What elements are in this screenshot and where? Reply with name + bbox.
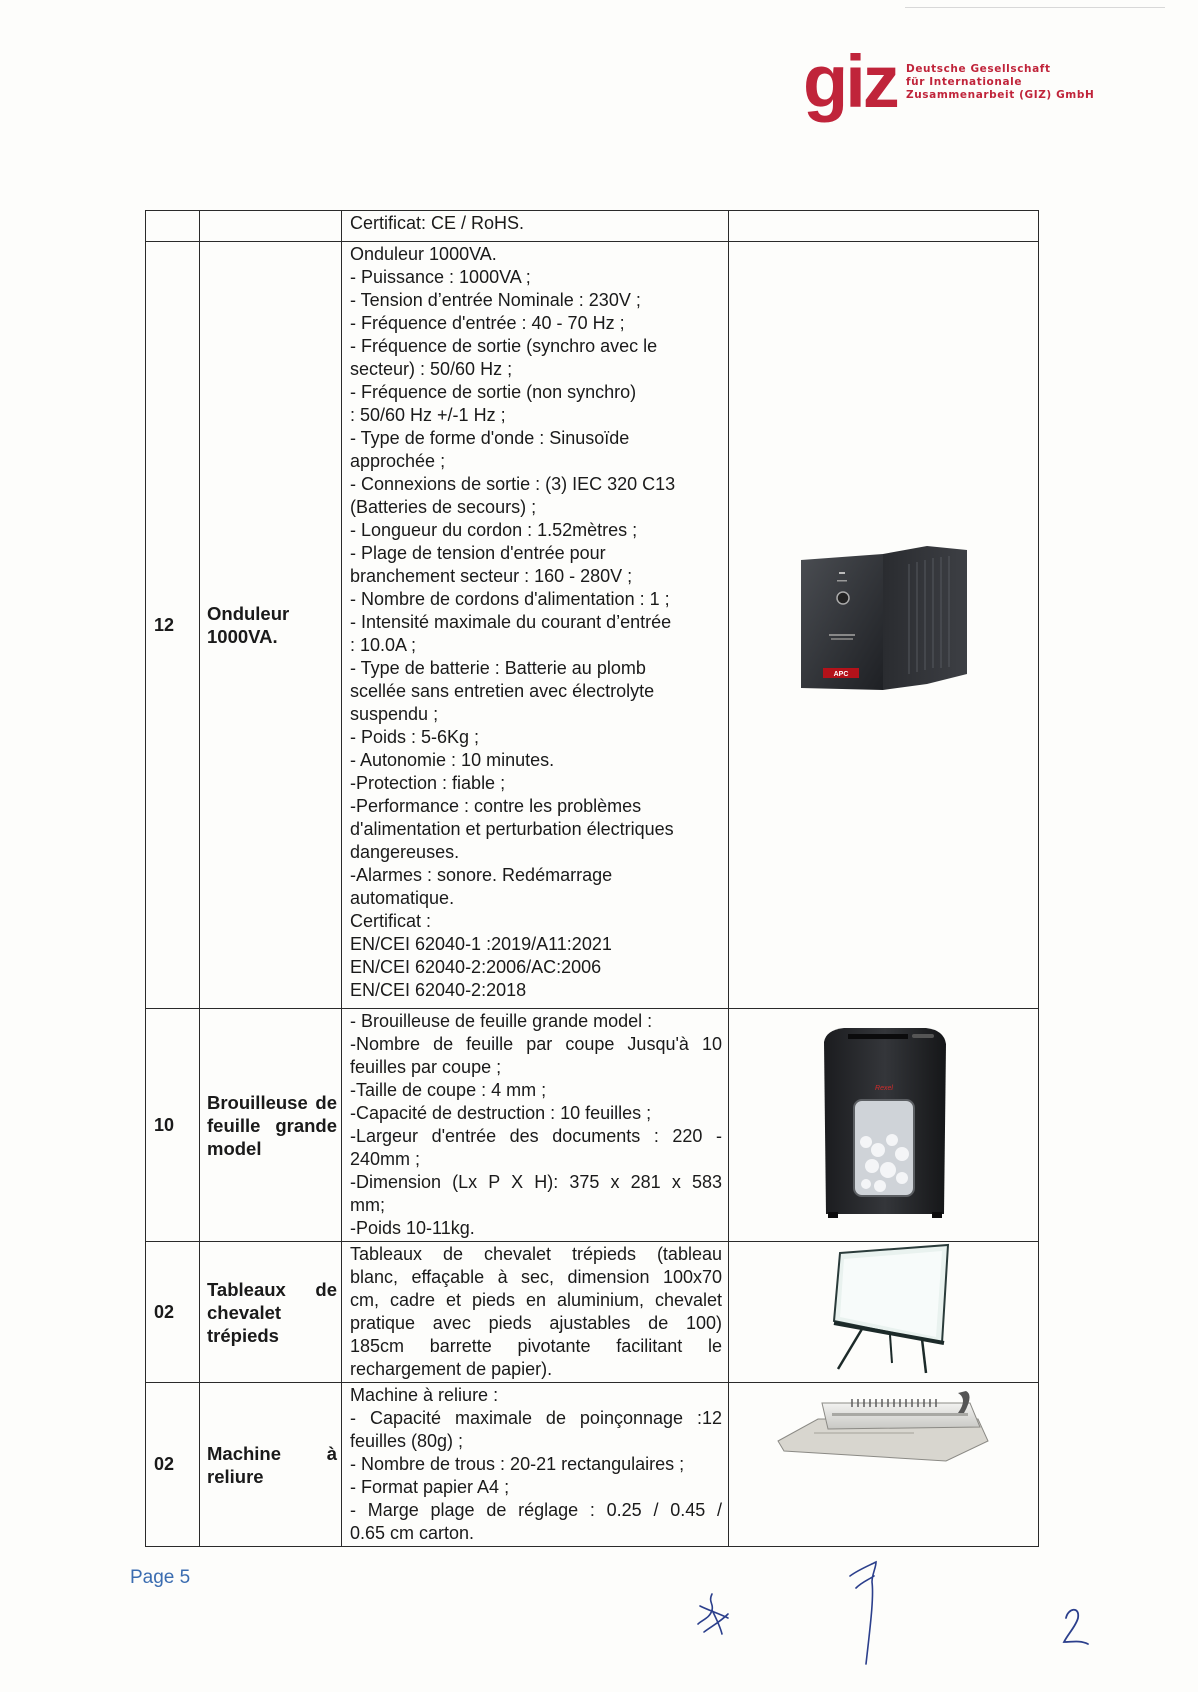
quantity-cell bbox=[146, 211, 200, 242]
table-row bbox=[146, 211, 1039, 242]
giz-org-name bbox=[906, 63, 1096, 102]
handwritten-number-mark bbox=[1060, 1604, 1090, 1648]
spec-line: -Poids 10-11kg. bbox=[350, 1218, 475, 1238]
item-name-cell: Tableaux de chevalet trépieds bbox=[200, 1242, 342, 1383]
shredder-image bbox=[814, 1022, 954, 1222]
table-row bbox=[146, 242, 1039, 1009]
specification-cell bbox=[342, 1242, 729, 1383]
specification-table bbox=[145, 210, 1039, 1547]
image-cell bbox=[729, 242, 1039, 1009]
spec-line: - Fréquence d'entrée : 40 - 70 Hz ; bbox=[350, 313, 625, 333]
spec-line: suspendu ; bbox=[350, 704, 439, 724]
spec-line: -Dimension (Lx P X H): 375 x 281 x 583 bbox=[350, 1172, 722, 1192]
spec-line: - Intensité maximale du courant d’entrée bbox=[350, 612, 672, 632]
spec-line: - Autonomie : 10 minutes. bbox=[350, 750, 555, 770]
table-row bbox=[146, 1242, 1039, 1383]
specification-cell bbox=[342, 211, 729, 242]
specification-cell bbox=[342, 1383, 729, 1547]
spec-line: -Protection : fiable ; bbox=[350, 773, 506, 793]
ups-brand-label: APC bbox=[833, 671, 848, 678]
spec-line: rechargement de papier). bbox=[350, 1359, 553, 1379]
page-number-label: Page 5 bbox=[130, 1567, 191, 1588]
spec-line: d'alimentation et perturbation électriques bbox=[350, 819, 674, 839]
spec-line: -Largeur d'entrée des documents : 220 - bbox=[350, 1126, 722, 1146]
spec-line: - Type de batterie : Batterie au plomb bbox=[350, 658, 646, 678]
spec-line: -Nombre de feuille par coupe Jusqu'à 10 bbox=[350, 1034, 722, 1054]
specification-cell bbox=[342, 242, 729, 1009]
image-cell bbox=[729, 1383, 1039, 1547]
spec-line: - Nombre de cordons d'alimentation : 1 ; bbox=[350, 589, 670, 609]
handwritten-stroke-mark bbox=[846, 1558, 890, 1668]
spec-line: cm, cadre et pieds en aluminium, chevalet bbox=[350, 1290, 722, 1310]
spec-line: : 10.0A ; bbox=[350, 635, 417, 655]
quantity-cell: 10 bbox=[146, 1009, 200, 1242]
spec-line: - Puissance : 1000VA ; bbox=[350, 267, 531, 287]
spec-line: - Longueur du cordon : 1.52mètres ; bbox=[350, 520, 638, 540]
quantity-cell: 02 bbox=[146, 1242, 200, 1383]
spec-line: - Fréquence de sortie (synchro avec le bbox=[350, 336, 658, 356]
spec-line: 240mm ; bbox=[350, 1149, 421, 1169]
image-cell bbox=[729, 1009, 1039, 1242]
spec-line: EN/CEI 62040-2:2006/AC:2006 bbox=[350, 957, 602, 977]
ups-image bbox=[799, 542, 969, 702]
quantity-cell: 02 bbox=[146, 1383, 200, 1547]
spec-line: -Taille de coupe : 4 mm ; bbox=[350, 1080, 547, 1100]
giz-org-name-line-2: für Internationale bbox=[906, 76, 1023, 88]
table-row bbox=[146, 1383, 1039, 1547]
spec-line: -Performance : contre les problèmes bbox=[350, 796, 642, 816]
spec-line: Tableaux de chevalet trépieds (tableau bbox=[350, 1244, 722, 1264]
spec-line: mm; bbox=[350, 1195, 385, 1215]
image-cell bbox=[729, 1242, 1039, 1383]
giz-logo-mark: giz bbox=[803, 40, 897, 123]
spec-line: blanc, effaçable à sec, dimension 100x70 bbox=[350, 1267, 722, 1287]
spec-line: - Brouilleuse de feuille grande model : bbox=[350, 1011, 653, 1031]
spec-line: - Connexions de sortie : (3) IEC 320 C13 bbox=[350, 474, 676, 494]
spec-line: - Type de forme d'onde : Sinusoïde bbox=[350, 428, 630, 448]
spec-line: secteur) : 50/60 Hz ; bbox=[350, 359, 513, 379]
spec-line: EN/CEI 62040-1 :2019/A11:2021 bbox=[350, 934, 612, 954]
image-cell bbox=[729, 211, 1039, 242]
spec-line: - Poids : 5-6Kg ; bbox=[350, 727, 480, 747]
spec-line: - Nombre de trous : 20-21 rectangulaires ; bbox=[350, 1454, 685, 1474]
spec-line: approchée ; bbox=[350, 451, 446, 471]
page-edge-line bbox=[905, 7, 1165, 8]
spec-line: - Fréquence de sortie (non synchro) bbox=[350, 382, 637, 402]
handwritten-initials-mark bbox=[694, 1592, 734, 1638]
spec-line: branchement secteur : 160 - 280V ; bbox=[350, 566, 633, 586]
spec-line: - Marge plage de réglage : 0.25 / 0.45 / bbox=[350, 1500, 722, 1520]
table-row bbox=[146, 1009, 1039, 1242]
spec-line: - Tension d’entrée Nominale : 230V ; bbox=[350, 290, 641, 310]
binding-machine-image bbox=[774, 1389, 994, 1469]
item-name-cell: Machine à reliure bbox=[200, 1383, 342, 1547]
spec-line: 0.65 cm carton. bbox=[350, 1523, 475, 1543]
spec-line: automatique. bbox=[350, 888, 455, 908]
item-name-cell bbox=[200, 211, 342, 242]
spec-line: - Plage de tension d'entrée pour bbox=[350, 543, 606, 563]
spec-line: - Format papier A4 ; bbox=[350, 1477, 510, 1497]
easel-image bbox=[814, 1243, 954, 1375]
spec-line: Certificat: CE / RoHS. bbox=[350, 213, 525, 233]
spec-line: -Alarmes : sonore. Redémarrage bbox=[350, 865, 613, 885]
giz-org-name-line-1: Deutsche Gesellschaft bbox=[906, 63, 1051, 75]
giz-org-name-line-3: Zusammenarbeit (GIZ) GmbH bbox=[906, 89, 1095, 101]
shredder-brand-label: Rexel bbox=[874, 1085, 893, 1092]
specification-cell bbox=[342, 1009, 729, 1242]
quantity-cell: 12 bbox=[146, 242, 200, 1009]
item-name-cell: Brouilleuse de feuille grande model bbox=[200, 1009, 342, 1242]
spec-line: Onduleur 1000VA. bbox=[350, 244, 497, 264]
spec-line: - Capacité maximale de poinçonnage :12 bbox=[350, 1408, 722, 1428]
spec-line: feuilles par coupe ; bbox=[350, 1057, 502, 1077]
spec-line: dangereuses. bbox=[350, 842, 460, 862]
spec-line: Machine à reliure : bbox=[350, 1385, 499, 1405]
spec-line: scellée sans entretien avec électrolyte bbox=[350, 681, 655, 701]
spec-line: : 50/60 Hz +/-1 Hz ; bbox=[350, 405, 506, 425]
spec-line: feuilles (80g) ; bbox=[350, 1431, 464, 1451]
spec-line: pratique avec pieds ajustables de 100) bbox=[350, 1313, 722, 1333]
spec-line: 185cm barrette pivotante facilitant le bbox=[350, 1336, 722, 1356]
spec-line: -Capacité de destruction : 10 feuilles ; bbox=[350, 1103, 652, 1123]
spec-line: Certificat : bbox=[350, 911, 432, 931]
spec-line: EN/CEI 62040-2:2018 bbox=[350, 980, 527, 1000]
item-name-cell: Onduleur 1000VA. bbox=[200, 242, 342, 1009]
spec-line: (Batteries de secours) ; bbox=[350, 497, 537, 517]
